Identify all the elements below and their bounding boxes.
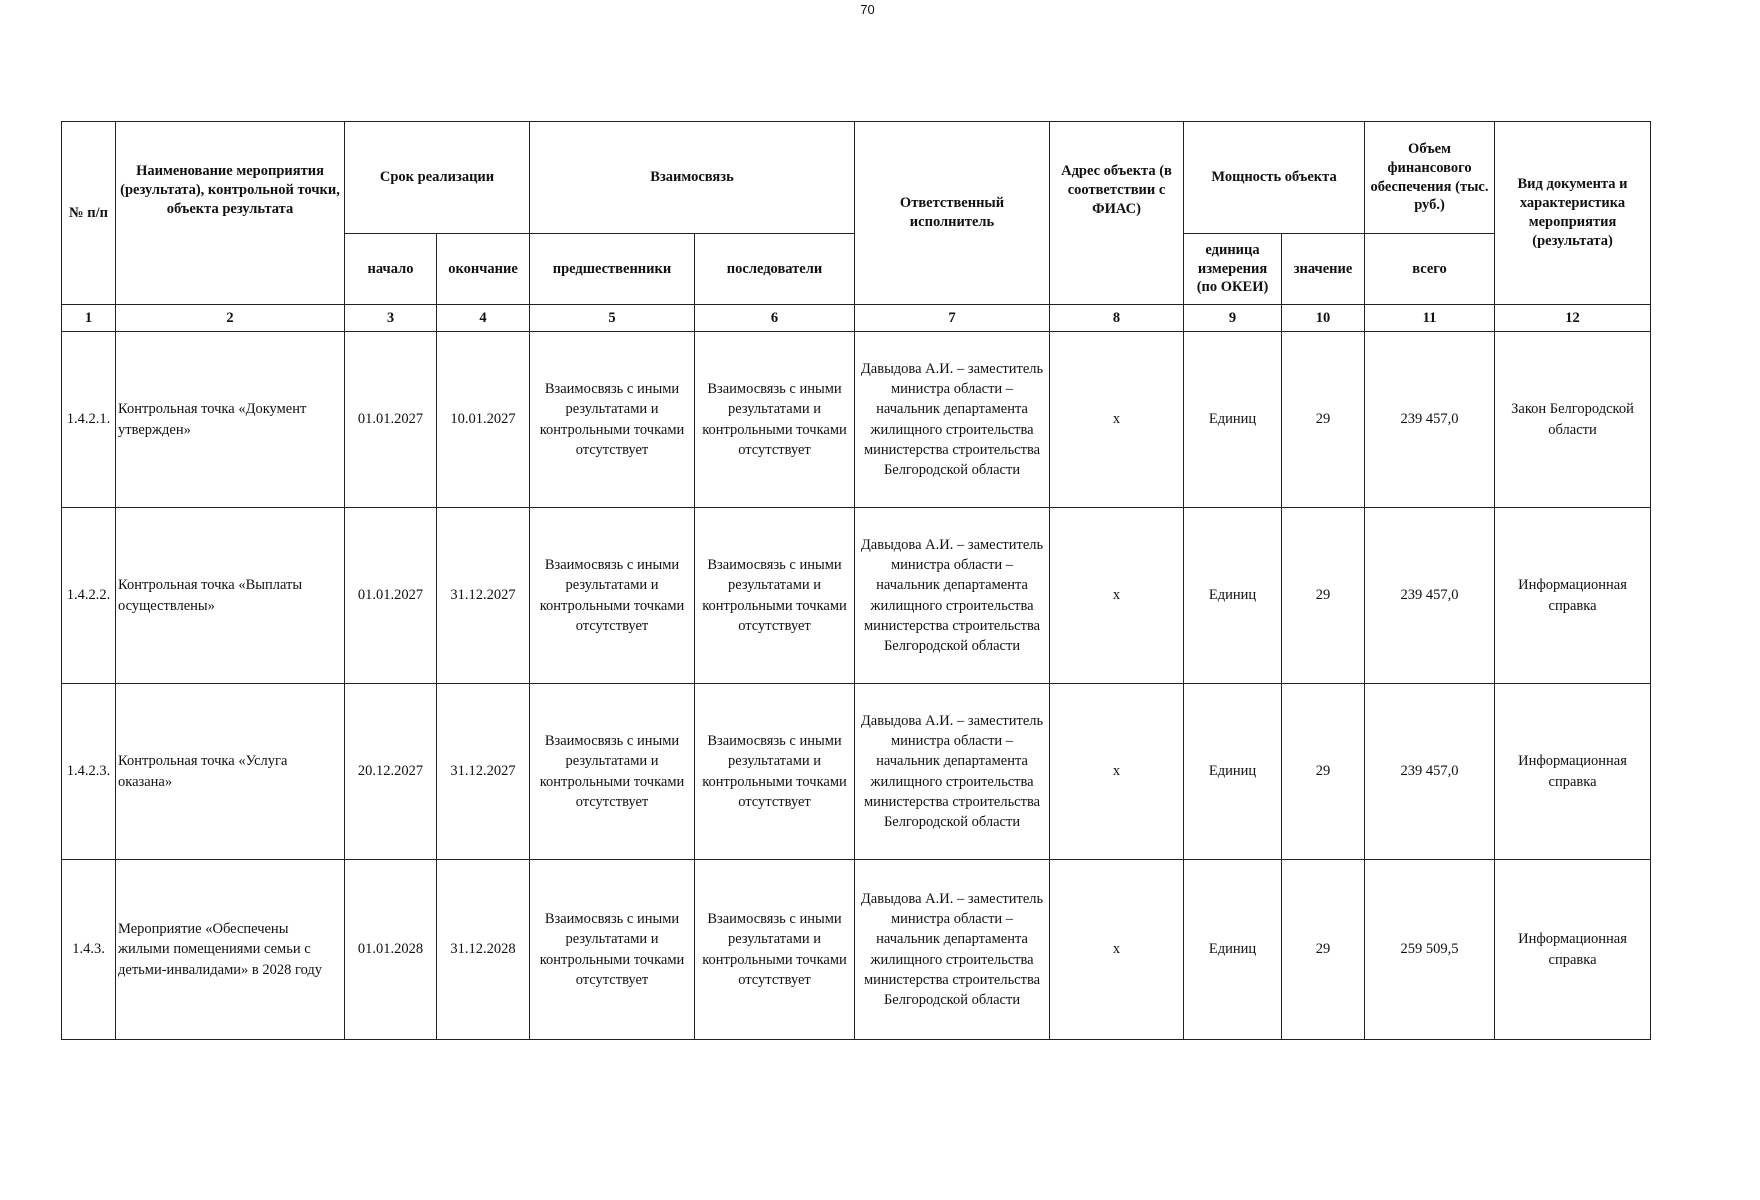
header-finance-total: всего (1365, 234, 1495, 305)
row-unit: Единиц (1184, 332, 1282, 508)
row-name: Контрольная точка «Выплаты осуществлены» (116, 508, 345, 684)
row-number: 1.4.2.3. (62, 684, 116, 860)
header-finance: Объем финансового обеспечения (тыс. руб.) (1365, 122, 1495, 234)
row-total: 239 457,0 (1365, 332, 1495, 508)
row-executor: Давыдова А.И. – заместитель министра области – начальник департамента жилищного строительства министерства строительства Белгородской области (855, 684, 1050, 860)
header-executor: Ответственный исполнитель (855, 122, 1050, 305)
table-row (62, 508, 1651, 684)
row-unit: Единиц (1184, 508, 1282, 684)
table-row (62, 332, 1651, 508)
row-predecessors: Взаимосвязь с иными результатами и контрольными точками отсутствует (530, 508, 695, 684)
column-number: 1 (62, 305, 116, 332)
row-total: 259 509,5 (1365, 860, 1495, 1040)
row-predecessors: Взаимосвязь с иными результатами и контрольными точками отсутствует (530, 860, 695, 1040)
row-start-date: 01.01.2028 (345, 860, 437, 1040)
row-end-date: 31.12.2027 (437, 684, 530, 860)
header-link-pred: предшественники (530, 234, 695, 305)
measures-table (61, 121, 1651, 1040)
column-number: 6 (695, 305, 855, 332)
header-address: Адрес объекта (в соответствии с ФИАС) (1050, 122, 1184, 305)
row-value: 29 (1282, 684, 1365, 860)
column-number: 9 (1184, 305, 1282, 332)
column-numbers-row (62, 305, 1651, 332)
row-end-date: 31.12.2028 (437, 860, 530, 1040)
header-capacity-unit: единица измерения (по ОКЕИ) (1184, 234, 1282, 305)
header-term-start: начало (345, 234, 437, 305)
column-number: 3 (345, 305, 437, 332)
column-number: 5 (530, 305, 695, 332)
row-name: Контрольная точка «Услуга оказана» (116, 684, 345, 860)
header-capacity: Мощность объекта (1184, 122, 1365, 234)
row-successors: Взаимосвязь с иными результатами и контрольными точками отсутствует (695, 332, 855, 508)
table-row (62, 860, 1651, 1040)
header-num: № п/п (62, 122, 116, 305)
row-name: Мероприятие «Обеспечены жилыми помещениями семьи с детьми-инвалидами» в 2028 году (116, 860, 345, 1040)
row-value: 29 (1282, 860, 1365, 1040)
header-term: Срок реализации (345, 122, 530, 234)
row-total: 239 457,0 (1365, 508, 1495, 684)
row-value: 29 (1282, 332, 1365, 508)
row-value: 29 (1282, 508, 1365, 684)
row-start-date: 01.01.2027 (345, 508, 437, 684)
row-executor: Давыдова А.И. – заместитель министра области – начальник департамента жилищного строительства министерства строительства Белгородской области (855, 860, 1050, 1040)
header-link: Взаимосвязь (530, 122, 855, 234)
row-address: х (1050, 860, 1184, 1040)
header-row-1 (62, 122, 1651, 234)
row-number: 1.4.2.1. (62, 332, 116, 508)
row-end-date: 10.01.2027 (437, 332, 530, 508)
row-doc-type: Закон Белгородской области (1495, 332, 1651, 508)
page-number: 70 (860, 2, 875, 17)
table-row (62, 684, 1651, 860)
row-predecessors: Взаимосвязь с иными результатами и контрольными точками отсутствует (530, 684, 695, 860)
row-address: х (1050, 684, 1184, 860)
row-total: 239 457,0 (1365, 684, 1495, 860)
row-end-date: 31.12.2027 (437, 508, 530, 684)
column-number: 2 (116, 305, 345, 332)
row-name: Контрольная точка «Документ утвержден» (116, 332, 345, 508)
column-number: 8 (1050, 305, 1184, 332)
row-successors: Взаимосвязь с иными результатами и контрольными точками отсутствует (695, 860, 855, 1040)
row-successors: Взаимосвязь с иными результатами и контрольными точками отсутствует (695, 508, 855, 684)
column-number: 11 (1365, 305, 1495, 332)
row-address: х (1050, 508, 1184, 684)
header-term-end: окончание (437, 234, 530, 305)
row-executor: Давыдова А.И. – заместитель министра области – начальник департамента жилищного строительства министерства строительства Белгородской области (855, 508, 1050, 684)
column-number: 10 (1282, 305, 1365, 332)
row-predecessors: Взаимосвязь с иными результатами и контрольными точками отсутствует (530, 332, 695, 508)
row-address: х (1050, 332, 1184, 508)
row-start-date: 20.12.2027 (345, 684, 437, 860)
header-name: Наименование мероприятия (результата), контрольной точки, объекта результата (116, 122, 345, 305)
header-link-succ: последователи (695, 234, 855, 305)
header-doc-type: Вид документа и характеристика мероприятия (результата) (1495, 122, 1651, 305)
row-successors: Взаимосвязь с иными результатами и контрольными точками отсутствует (695, 684, 855, 860)
column-number: 12 (1495, 305, 1651, 332)
row-unit: Единиц (1184, 684, 1282, 860)
row-doc-type: Информационная справка (1495, 684, 1651, 860)
row-start-date: 01.01.2027 (345, 332, 437, 508)
row-executor: Давыдова А.И. – заместитель министра области – начальник департамента жилищного строительства министерства строительства Белгородской области (855, 332, 1050, 508)
row-doc-type: Информационная справка (1495, 508, 1651, 684)
row-unit: Единиц (1184, 860, 1282, 1040)
column-number: 7 (855, 305, 1050, 332)
header-capacity-value: значение (1282, 234, 1365, 305)
row-number: 1.4.2.2. (62, 508, 116, 684)
column-number: 4 (437, 305, 530, 332)
row-number: 1.4.3. (62, 860, 116, 1040)
row-doc-type: Информационная справка (1495, 860, 1651, 1040)
